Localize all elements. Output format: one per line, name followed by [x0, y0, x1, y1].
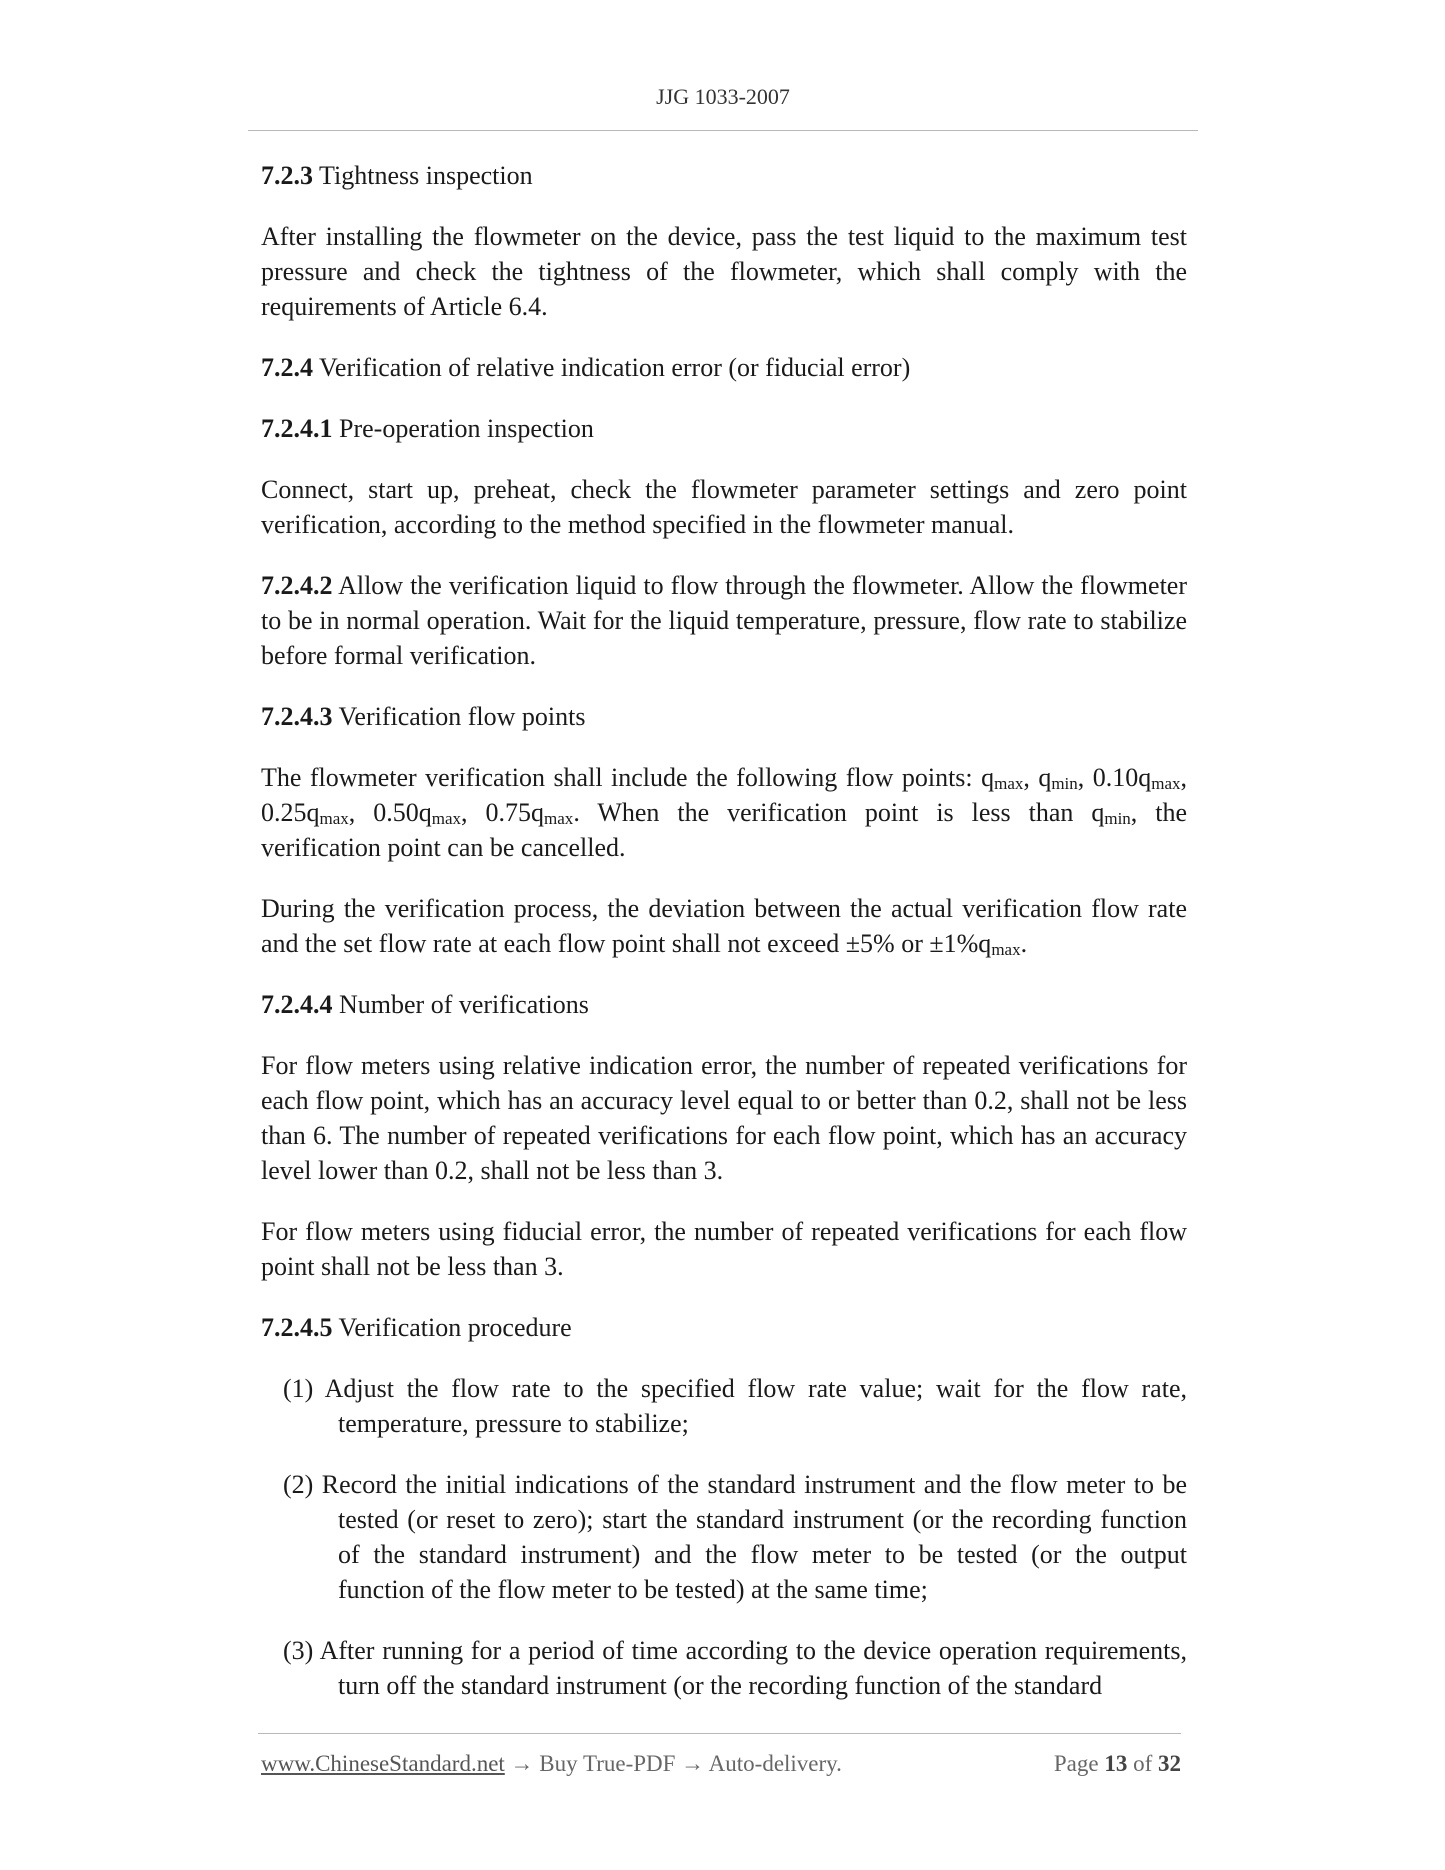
- page-number: [1054, 1751, 1181, 1777]
- paragraph: After installing the flowmeter on the device, pass the test liquid to the maximum test pressure and check the tightness of the flowmeter, which shall comply with the requirements of Article 6.4.: [261, 222, 1187, 321]
- section-number: 7.2.4.4: [261, 990, 333, 1019]
- subscript: max: [994, 774, 1024, 793]
- subscript: min: [1104, 809, 1131, 828]
- section-heading-7-2-4-4: [261, 987, 1187, 1022]
- separator: ,: [348, 798, 374, 827]
- total-pages: 32: [1158, 1751, 1181, 1776]
- separator: ,: [461, 798, 486, 827]
- separator: ,: [1023, 763, 1039, 792]
- subscript: max: [991, 940, 1021, 959]
- text-run: During the verification process, the deviation between the actual verification flow rate and the set flow rate at each flow point shall not exceed ±5% or ±1%q: [261, 894, 1187, 958]
- paragraph-7-2-4-2: [261, 568, 1187, 673]
- section-heading-7-2-4-1: [261, 411, 1187, 446]
- separator: ,: [1180, 763, 1188, 792]
- subscript: max: [319, 809, 349, 828]
- paragraph: For flow meters using fiducial error, the number of repeated verifications for each flow point shall not be less than 3.: [261, 1217, 1187, 1281]
- text-run: , the verification point can be cancelled.: [261, 798, 1188, 862]
- text-run: . When the verification point is less than: [573, 798, 1092, 827]
- section-title: Number of verifications: [332, 990, 589, 1019]
- section-title: Verification flow points: [332, 702, 586, 731]
- section-number: 7.2.4.2: [261, 571, 333, 600]
- page-label: Page: [1053, 1751, 1105, 1776]
- of-label: of: [1127, 1751, 1158, 1776]
- subscript: max: [544, 809, 574, 828]
- section-heading-7-2-4: [261, 350, 1187, 385]
- text-run: .: [1020, 929, 1028, 958]
- subscript: max: [431, 809, 462, 828]
- flow-value: 0.25q: [261, 798, 320, 827]
- section-title: Pre-operation inspection: [332, 414, 594, 443]
- footer-promo-text: → Buy True-PDF → Auto-delivery.: [504, 1751, 842, 1776]
- subscript: min: [1051, 774, 1078, 793]
- section-number: 7.2.4: [261, 353, 313, 382]
- section-title: Tightness inspection: [313, 161, 533, 190]
- section-number: 7.2.3: [261, 161, 313, 190]
- page-footer: [261, 1751, 1181, 1777]
- paragraph: For flow meters using relative indication error, the number of repeated verifications for each flow point, which has an accuracy level equal to or better than 0.2, shall not be less than 6. The number of repeated verifications for each flow point, which has an accuracy level lower than 0.2, shall not be less than 3.: [261, 1051, 1187, 1185]
- section-heading-7-2-3: [261, 158, 1187, 193]
- deviation-paragraph: [261, 891, 1187, 961]
- list-item: (3) After running for a period of time according to the device operation requirements, turn off the standard instrument (or the recording function of the standard: [283, 1636, 1187, 1700]
- header-divider: [248, 130, 1198, 131]
- section-title: Verification procedure: [332, 1313, 572, 1342]
- paragraph-text: Allow the verification liquid to flow through the flowmeter. Allow the flowmeter to be in normal operation. Wait for the liquid temperature, pressure, flow rate to stabilize before formal verification.: [261, 571, 1187, 670]
- flow-points-paragraph: [261, 760, 1187, 865]
- current-page: 13: [1104, 1751, 1128, 1776]
- text-run: The flowmeter verification shall include the following flow points:: [261, 763, 982, 792]
- document-body: [261, 158, 1187, 1703]
- website-link[interactable]: www.ChineseStandard.net: [261, 1751, 505, 1776]
- page-header: JJG 1033-2007: [656, 84, 790, 109]
- section-number: 7.2.4.1: [261, 414, 333, 443]
- symbol-q: q: [1038, 763, 1052, 792]
- subscript: max: [1151, 774, 1181, 793]
- section-number: 7.2.4.3: [261, 702, 333, 731]
- symbol-q: q: [981, 763, 995, 792]
- section-heading-7-2-4-5: [261, 1310, 1187, 1345]
- footer-divider: [258, 1733, 1181, 1734]
- flow-value: 0.75q: [485, 798, 545, 827]
- section-heading-7-2-4-3: [261, 699, 1187, 734]
- symbol-q: q: [1091, 798, 1105, 827]
- paragraph: Connect, start up, preheat, check the flowmeter parameter settings and zero point verification, according to the method specified in the flowmeter manual.: [261, 475, 1187, 539]
- flow-value: 0.50q: [373, 798, 432, 827]
- flow-value: 0.10q: [1092, 763, 1152, 792]
- list-item: (2) Record the initial indications of the standard instrument and the flow meter to be tested (or reset to zero); start the standard instrument (or the recording function of the standard instrument) and the flow meter to be tested (or the output function of the flow meter to be tested) at the same time;: [283, 1470, 1187, 1604]
- list-item: (1) Adjust the flow rate to the specified flow rate value; wait for the flow rate, temperature, pressure to stabilize;: [283, 1374, 1187, 1438]
- section-title: Verification of relative indication error (or fiducial error): [313, 353, 911, 382]
- section-number: 7.2.4.5: [261, 1313, 333, 1342]
- separator: ,: [1077, 763, 1093, 792]
